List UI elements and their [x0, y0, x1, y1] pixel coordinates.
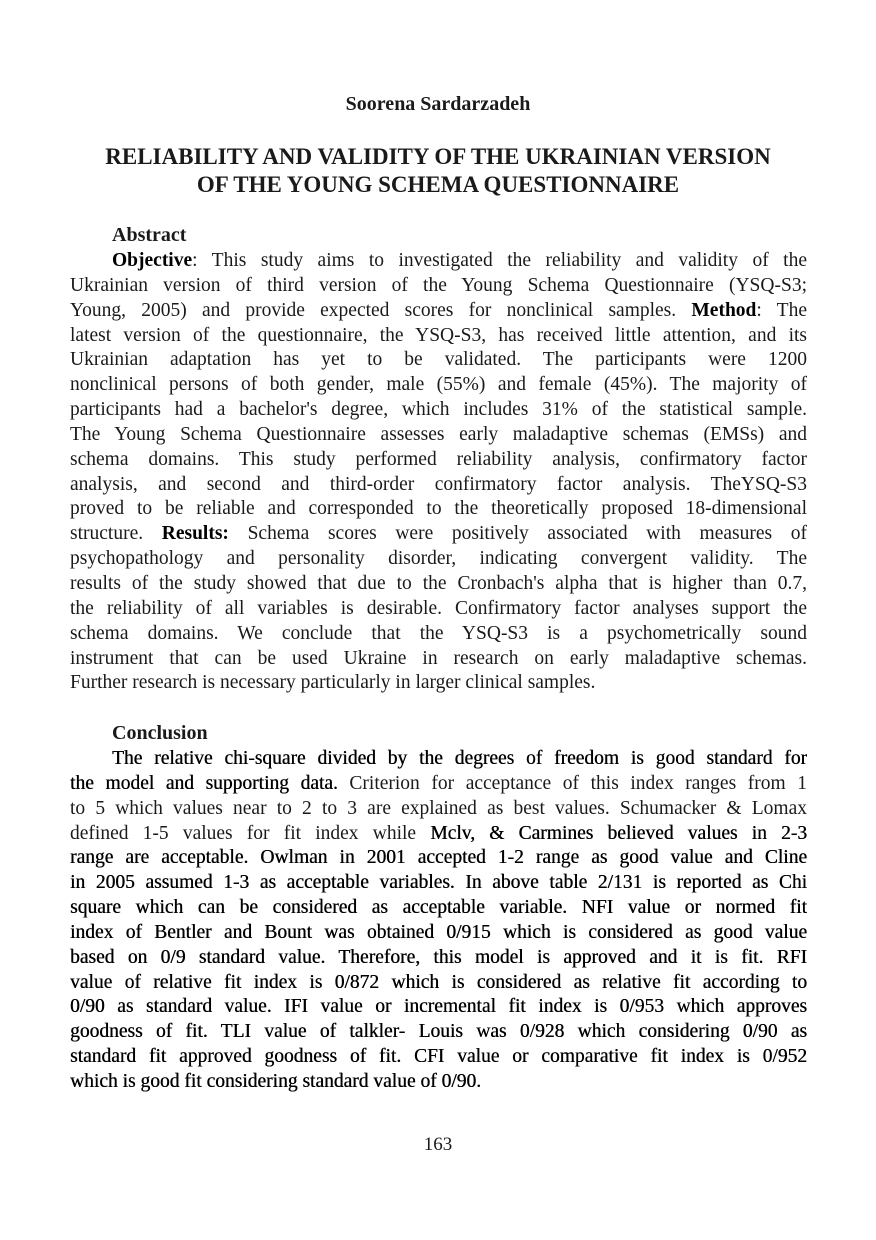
abstract-heading: Abstract: [112, 224, 187, 246]
text-run: schema domains. This study performed reliability analysis, confirmatory factor: [70, 448, 807, 470]
text-run: the model and supporting data.: [70, 772, 338, 794]
text-line: [70, 846, 807, 871]
text-line: [70, 871, 807, 896]
text-run: schema domains. We conclude that the YSQ-S3 is a psychometrically sound: [70, 622, 807, 644]
text-line: [70, 473, 807, 498]
bold-label: Method: [691, 299, 757, 321]
text-run: analysis, and second and third-order confirmatory factor analysis. TheYSQ-S3: [70, 473, 807, 495]
text-run: standard fit approved goodness of fit. CFI value or comparative fit index is 0/952: [70, 1046, 807, 1068]
text-line: [70, 448, 807, 473]
text-line: [70, 348, 807, 373]
text-line: [70, 622, 807, 647]
text-run: latest version of the questionnaire, the YSQ-S3, has received little attention, and its: [70, 324, 807, 346]
text-run: goodness of fit. TLI value of talkler- Louis was 0/928 which considering 0/90 as: [70, 1021, 807, 1043]
conclusion-heading: Conclusion: [112, 722, 208, 744]
text-run: in 2005 assumed 1-3 as acceptable variables. In above table 2/131 is reported as Chi: [70, 872, 807, 894]
text-line: [70, 671, 807, 696]
text-line: [70, 1045, 807, 1070]
text-run: Ukrainian version of third version of the Young Schema Questionnaire (YSQ-S3;: [70, 274, 807, 296]
text-run: 0/90 as standard value. IFI value or incremental fit index is 0/953 which approves: [70, 996, 807, 1018]
text-line: [70, 1020, 807, 1045]
text-line: [70, 373, 807, 398]
text-line: [70, 647, 807, 672]
text-line: [70, 398, 807, 423]
text-line: [70, 274, 807, 299]
page-number: 163: [423, 1134, 453, 1155]
text-line: [70, 497, 807, 522]
text-run: The Young Schema Questionnaire assesses early maladaptive schemas (EMSs) and: [70, 423, 807, 445]
abstract-body: [70, 249, 807, 696]
text-run: participants had a bachelor's degree, which includes 31% of the statistical sample.: [70, 399, 807, 421]
text-line: [70, 971, 807, 996]
title-line: OF THE YOUNG SCHEMA QUESTIONNAIRE: [196, 172, 680, 197]
text-line: [70, 324, 807, 349]
text-run: instrument that can be used Ukraine in research on early maladaptive schemas.: [70, 647, 807, 669]
conclusion-body: [70, 747, 807, 1095]
text-run: to 5 which values near to 2 to 3 are explained as best values. Schumacker & Lomax: [70, 797, 807, 819]
text-run: Further research is necessary particularly in larger clinical samples.: [70, 672, 596, 694]
text-run: : This study aims to investigated the reliability and validity of the: [192, 250, 807, 271]
text-run: Ukrainian adaptation has yet to be validated. The participants were 1200: [70, 349, 807, 371]
text-line: [70, 249, 807, 274]
text-run: based on 0/9 standard value. Therefore, this model is approved and it is fit. RFI: [70, 946, 807, 968]
text-line: [70, 423, 807, 448]
text-run: Schema scores were positively associated with measures of: [228, 523, 807, 545]
text-line: [70, 299, 807, 324]
text-line: [70, 946, 807, 971]
text-run: : The: [756, 299, 807, 321]
author-name: Soorena Sardarzadeh: [345, 93, 531, 115]
text-run: structure.: [70, 523, 162, 545]
text-run: The relative chi-square divided by the degrees of freedom is good standard for: [112, 748, 807, 769]
bold-label: Objective: [112, 250, 193, 271]
text-run: psychopathology and personality disorder, indicating convergent validity. The: [70, 548, 807, 570]
text-run: defined 1-5 values for fit index while: [70, 822, 431, 844]
text-run: Young, 2005) and provide expected scores for nonclinical samples.: [70, 299, 692, 321]
text-run: which is good fit considering standard value of 0/90.: [70, 1070, 482, 1092]
text-line: [70, 747, 807, 772]
paper-title: [60, 143, 816, 199]
text-run: Criterion for acceptance of this index ranges from 1: [337, 772, 807, 794]
text-run: value of relative fit index is 0/872 which is considered as relative fit according to: [70, 971, 807, 993]
text-line: [70, 572, 807, 597]
text-line: [70, 547, 807, 572]
text-line: [70, 597, 807, 622]
title-line: RELIABILITY AND VALIDITY OF THE UKRAINIAN VERSION: [105, 144, 771, 169]
text-line: [70, 995, 807, 1020]
text-run: Mclv, & Carmines believed values in 2-3: [430, 822, 807, 844]
text-run: index of Bentler and Bount was obtained 0/915 which is considered as good value: [70, 921, 807, 943]
text-run: proved to be reliable and corresponded to the theoretically proposed 18-dimensional: [70, 498, 807, 520]
text-line: [70, 522, 807, 547]
text-run: square which can be considered as acceptable variable. NFI value or normed fit: [70, 897, 807, 919]
text-line: [70, 822, 807, 847]
bold-label: Results:: [161, 523, 229, 545]
text-line: [70, 797, 807, 822]
text-run: results of the study showed that due to the Cronbach's alpha that is higher than 0.7,: [70, 572, 807, 594]
text-run: the reliability of all variables is desirable. Confirmatory factor analyses support the: [70, 597, 807, 619]
text-run: range are acceptable. Owlman in 2001 accepted 1-2 range as good value and Cline: [70, 847, 807, 869]
text-line: [70, 896, 807, 921]
text-line: [70, 1070, 807, 1095]
text-line: [70, 921, 807, 946]
text-line: [70, 772, 807, 797]
text-run: nonclinical persons of both gender, male (55%) and female (45%). The majority of: [70, 374, 807, 396]
